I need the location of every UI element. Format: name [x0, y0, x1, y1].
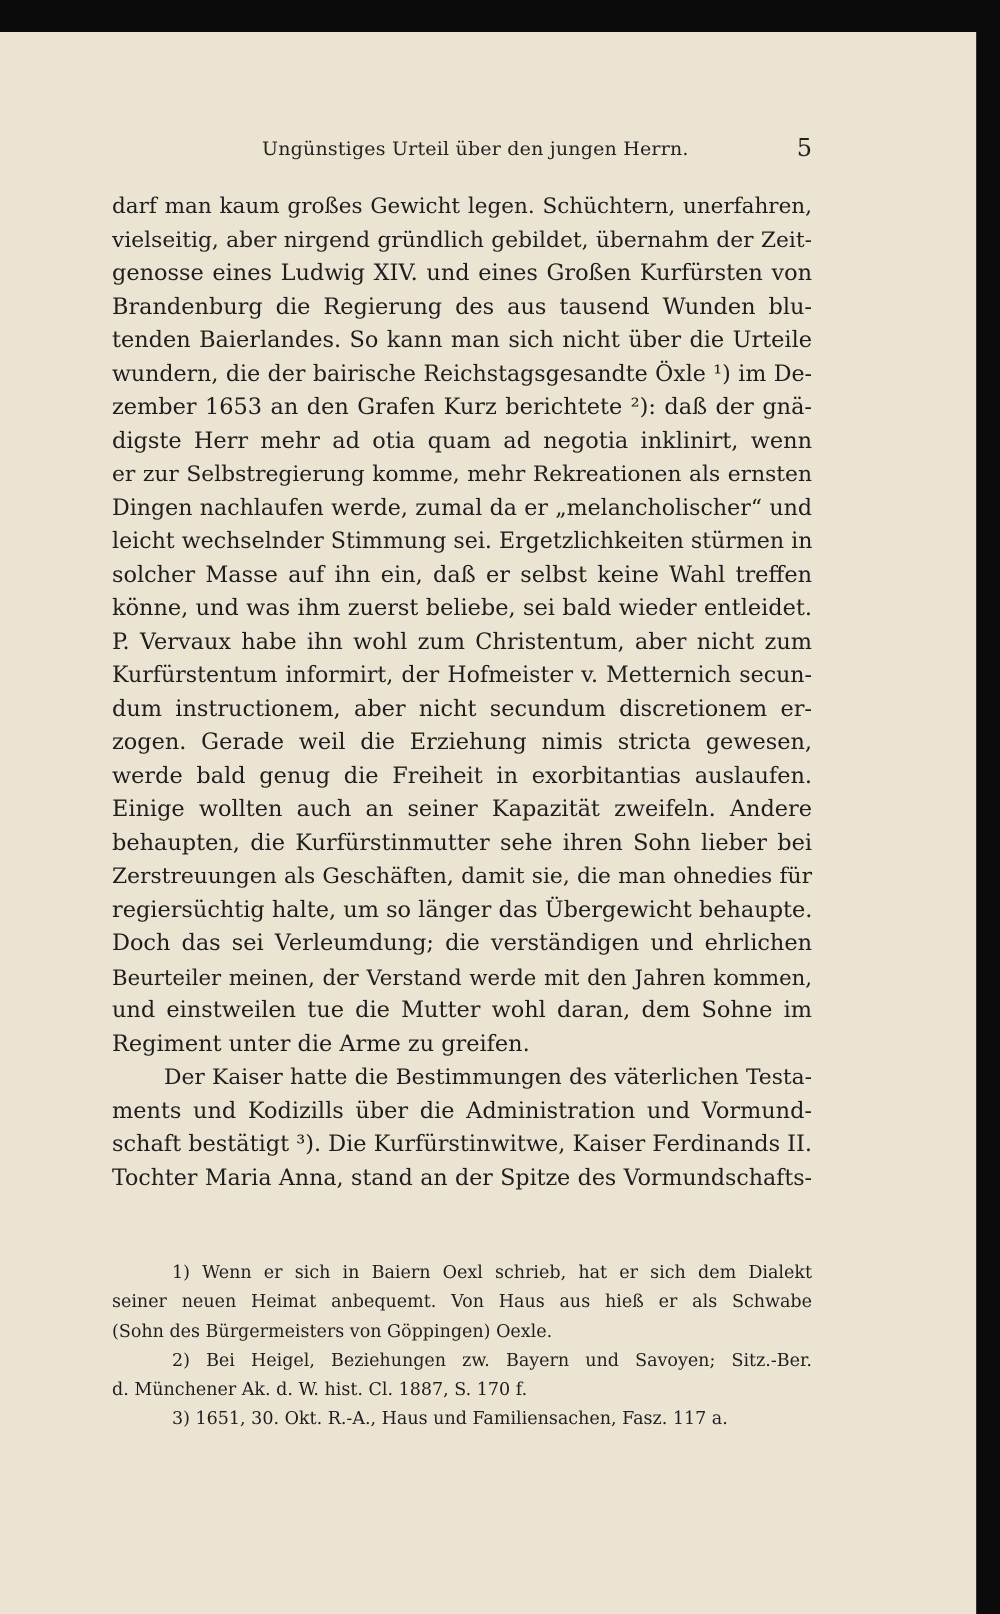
text-line: darf man kaum großes Gewicht legen. Schüchtern, unerfahren,: [112, 194, 812, 219]
text-line: digste Herr mehr ad otia quam ad negotia inklinirt, wenn: [112, 427, 812, 454]
text-line: Brandenburg die Regierung des aus tausend Wunden blu-: [112, 293, 812, 320]
text-line: behaupten, die Kurfürstinmutter sehe ihren Sohn lieber bei: [112, 829, 812, 856]
text-line: P. Vervaux habe ihn wohl zum Christentum, aber nicht zum: [112, 628, 812, 655]
text-line: zember 1653 an den Grafen Kurz berichtete ²): daß der gnä-: [112, 394, 812, 420]
footnote-line: 1) Wenn er sich in Baiern Oexl schrieb, hat er sich dem Dialekt: [172, 1263, 812, 1283]
text-line: Tochter Maria Anna, stand an der Spitze des Vormundschafts-: [112, 1164, 812, 1191]
text-line: Regiment unter die Arme zu greifen.: [112, 1030, 530, 1057]
text-line: ments und Kodizills über die Administration und Vormund-: [112, 1097, 812, 1124]
page-number: 5: [796, 134, 812, 162]
footnote-line: (Sohn des Bürgermeisters von Göppingen) Oexle.: [112, 1321, 553, 1342]
footnote-line: seiner neuen Heimat anbequemt. Von Haus aus hieß er als Schwabe: [112, 1292, 812, 1313]
text-line: werde bald genug die Freiheit in exorbitantias auslaufen.: [112, 762, 812, 789]
book-page: [0, 32, 977, 1614]
main-text: [112, 190, 812, 1195]
text-line: könne, und was ihm zuerst beliebe, sei bald wieder entleidet.: [112, 595, 812, 621]
text-line: tenden Baierlandes. So kann man sich nicht über die Urteile: [112, 327, 812, 353]
footnotes: [112, 1259, 812, 1435]
text-line: wundern, die der bairische Reichstagsgesandte Öxle ¹) im De-: [112, 360, 812, 387]
running-header: [112, 134, 812, 166]
footnote-line: d. Münchener Ak. d. W. hist. Cl. 1887, S. 170 f.: [112, 1380, 528, 1401]
text-line: Kurfürstentum informirt, der Hofmeister v. Metternich secun-: [112, 662, 812, 688]
text-line: zogen. Gerade weil die Erziehung nimis stricta gewesen,: [112, 729, 812, 755]
text-line: solcher Masse auf ihn ein, daß er selbst keine Wahl treffen: [112, 561, 812, 588]
text-line: genosse eines Ludwig XIV. und eines Großen Kurfürsten von: [112, 260, 812, 286]
text-line: Einige wollten auch an seiner Kapazität zweifeln. Andere: [112, 796, 812, 822]
text-line: er zur Selbstregierung komme, mehr Rekreationen als ernsten: [112, 462, 812, 487]
text-line: und einstweilen tue die Mutter wohl daran, dem Sohne im: [112, 997, 812, 1023]
text-line: Beurteiler meinen, der Verstand werde mit den Jahren kommen,: [112, 964, 812, 990]
text-line: Der Kaiser hatte die Bestimmungen des väterlichen Testa-: [164, 1065, 812, 1090]
text-line: Zerstreuungen als Geschäften, damit sie, die man ohnedies für: [112, 864, 812, 889]
footnote-line: 2) Bei Heigel, Beziehungen zw. Bayern und Savoyen; Sitz.-Ber.: [172, 1350, 812, 1371]
text-line: vielseitig, aber nirgend gründlich gebildet, übernahm der Zeit-: [112, 227, 812, 253]
text-line: dum instructionem, aber nicht secundum discretionem er-: [112, 695, 812, 722]
footnote-line: 3) 1651, 30. Okt. R.-A., Haus und Familiensachen, Fasz. 117 a.: [172, 1409, 728, 1430]
text-line: Dingen nachlaufen werde, zumal da er „melancholischer“ und: [112, 494, 812, 521]
text-line: schaft bestätigt ³). Die Kurfürstinwitwe, Kaiser Ferdinands II.: [112, 1131, 812, 1157]
text-line: Doch das sei Verleumdung; die verständigen und ehrlichen: [112, 930, 812, 956]
text-line: leicht wechselnder Stimmung sei. Ergetzlichkeiten stürmen in: [112, 528, 813, 554]
running-title: Ungünstiges Urteil über den jungen Herrn.: [262, 138, 689, 160]
text-line: regiersüchtig halte, um so länger das Übergewicht behaupte.: [112, 896, 813, 923]
